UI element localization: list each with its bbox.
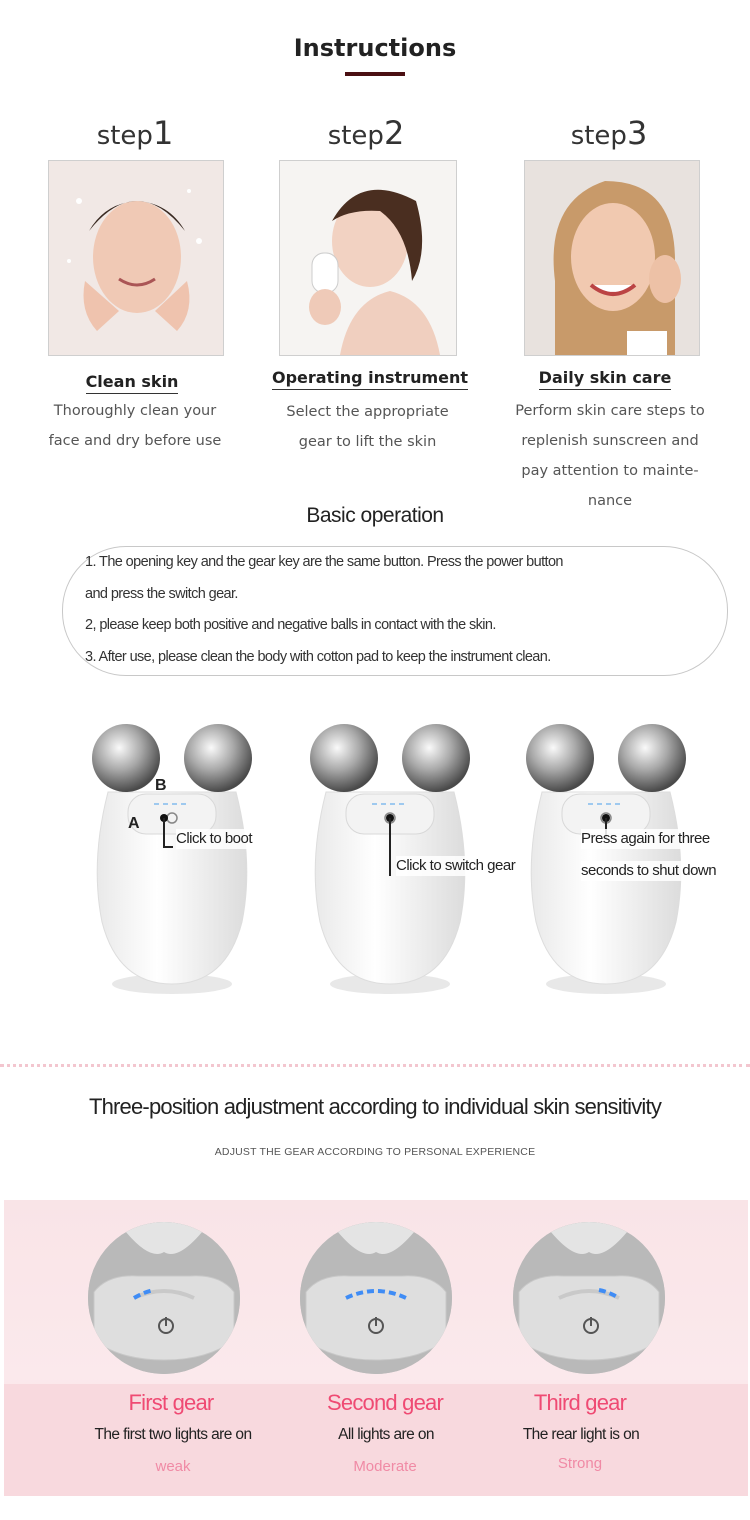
step-3-name: Daily skin care [505, 368, 705, 387]
step-1-name: Clean skin [32, 372, 232, 391]
callout-shutdown-line-1: Press again for three [581, 830, 710, 847]
gear-3-level: Strong [557, 1455, 603, 1472]
adjustment-subtitle: ADJUST THE GEAR ACCORDING TO PERSONAL EXPERIENCE [214, 1146, 536, 1158]
basic-operation-title: Basic operation [306, 504, 444, 527]
gear-3-name: Third gear [533, 1390, 627, 1415]
operation-line-1: 1. The opening key and the gear key are the same button. Press the power button [85, 554, 563, 570]
operation-line-2: and press the switch gear. [85, 586, 238, 602]
step-2-name: Operating instrument [260, 368, 480, 387]
callout-line-1 [163, 818, 165, 846]
gear-2-name: Second gear [327, 1390, 443, 1415]
gear-3-closeup [513, 1222, 665, 1374]
label-a: A [128, 815, 140, 832]
step-1-photo [48, 160, 224, 356]
step-2-desc: Select the appropriate gear to lift the skin [286, 404, 449, 450]
gear-2-desc: All lights are on [338, 1426, 434, 1443]
gear-1-desc: The first two lights are on [94, 1426, 252, 1443]
callout-shutdown-line-2: seconds to shut down [581, 862, 717, 879]
operation-line-3: 2, please keep both positive and negative balls in contact with the skin. [85, 617, 496, 633]
label-b: B [155, 777, 167, 794]
step-1-label: step1 [96, 114, 174, 152]
step-3-photo [524, 160, 700, 356]
adjustment-title: Three-position adjustment according to individual skin sensitivity [88, 1094, 662, 1119]
gear-1-name: First gear [128, 1390, 214, 1415]
callout-click-to-boot: Click to boot [176, 830, 253, 847]
step-3-label: step3 [570, 114, 648, 152]
step-1-desc: Thoroughly clean your face and dry before use [48, 403, 222, 449]
callout-switch-gear: Click to switch gear [396, 857, 516, 874]
step-2-photo [279, 160, 457, 356]
page-title: Instructions [293, 34, 457, 62]
gear-2-closeup [300, 1222, 452, 1374]
device-illustration-1 [88, 722, 256, 1002]
step-2-label: step2 [327, 114, 405, 152]
gear-2-level: Moderate [353, 1458, 417, 1475]
step-3-desc: Perform skin care steps to replenish sunscreen and pay attention to mainte- nance [515, 403, 705, 509]
section-divider [0, 1064, 750, 1067]
operation-line-4: 3. After use, please clean the body with cotton pad to keep the instrument clean. [85, 649, 551, 665]
gear-3-desc: The rear light is on [522, 1426, 640, 1443]
title-underline [345, 72, 405, 76]
gear-1-level: weak [155, 1458, 191, 1475]
callout-line-1b [163, 846, 173, 848]
callout-line-2 [389, 818, 391, 876]
gear-1-closeup [88, 1222, 240, 1374]
